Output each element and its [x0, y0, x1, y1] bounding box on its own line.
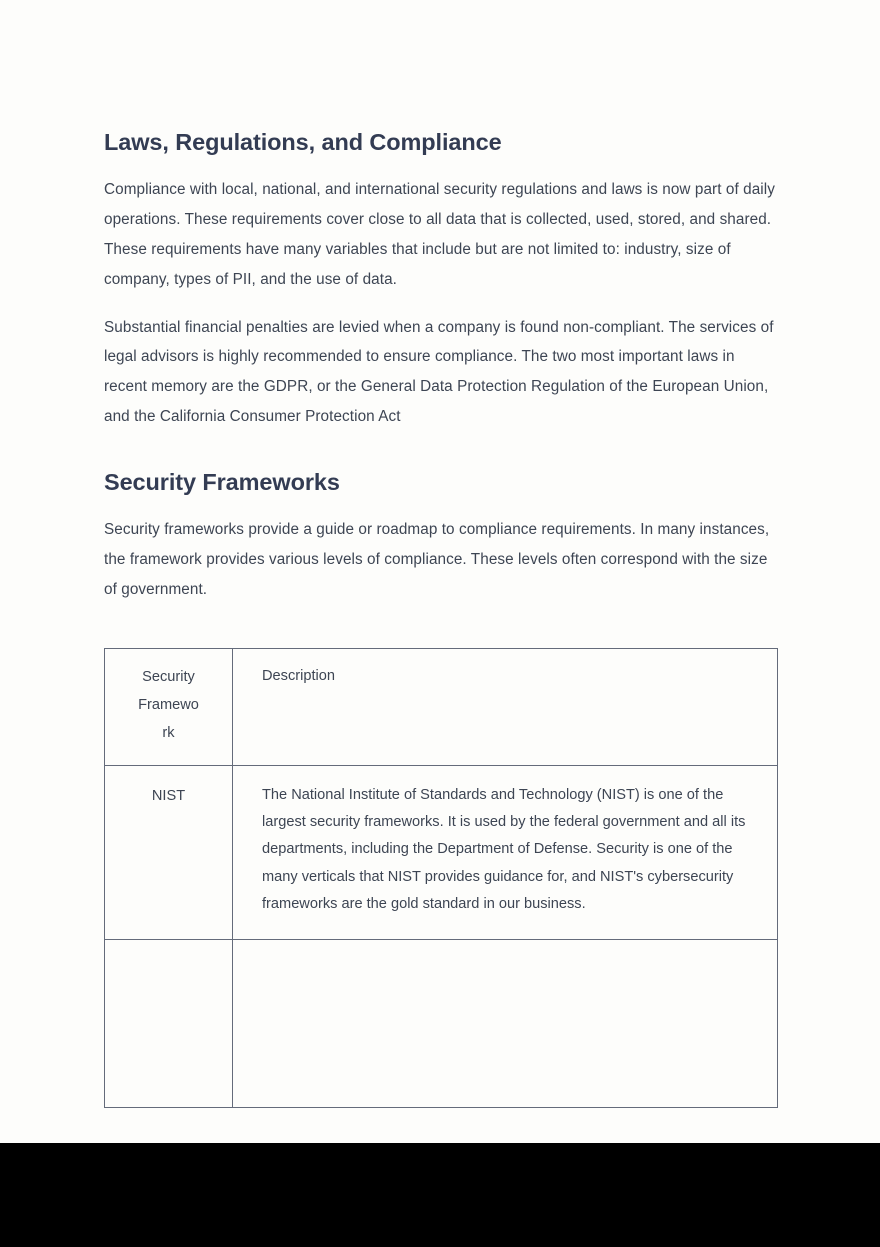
section-heading-laws-regulations-compliance: Laws, Regulations, and Compliance — [104, 129, 502, 155]
paragraph-compliance-overview: Compliance with local, national, and international security regulations and laws is now part of daily operations. These requirements cover close to all data that is collected, used, stored, and shared. These requirements have many variables that include but are not limited to: industry, size of company, types of PII, and the use of data. — [104, 181, 775, 288]
table-row — [105, 765, 778, 939]
document-content — [104, 128, 776, 1108]
table-spacer — [104, 623, 776, 648]
table-cell-framework-description — [233, 939, 778, 1107]
table-cell-framework-description: The National Institute of Standards and Technology (NIST) is one of the largest security frameworks. It is used by the federal government and all its departments, including the Department of Defense. Security is one of the many verticals that NIST provides guidance for, and NIST's cybersecurity frameworks are the gold standard in our business. — [233, 765, 778, 939]
framework-header-line-2: Framewo — [138, 696, 199, 713]
table-header-cell-framework — [105, 648, 233, 765]
framework-header-line-3: rk — [162, 724, 175, 741]
table-cell-framework-name: NIST — [105, 765, 233, 939]
security-frameworks-table — [104, 648, 778, 1108]
table-header-cell-description: Description — [233, 648, 778, 765]
paragraph-financial-penalties: Substantial financial penalties are levied when a company is found non-compliant. The services of legal advisors is highly recommended to ensure compliance. The two most important laws in recent memory are the GDPR, or the General Data Protection Regulation of the European Union, and the California Consumer Protection Act — [104, 318, 774, 425]
section-heading-security-frameworks: Security Frameworks — [104, 468, 340, 495]
footer-black-band — [0, 1143, 880, 1247]
table-cell-framework-name — [105, 939, 233, 1107]
table-header-row — [105, 648, 778, 765]
framework-header-line-1: Security — [142, 668, 195, 685]
table-row — [105, 939, 778, 1107]
paragraph-security-frameworks-intro: Security frameworks provide a guide or roadmap to compliance requirements. In many instances, the framework provides various levels of compliance. These levels often correspond with the size of government. — [104, 521, 770, 598]
